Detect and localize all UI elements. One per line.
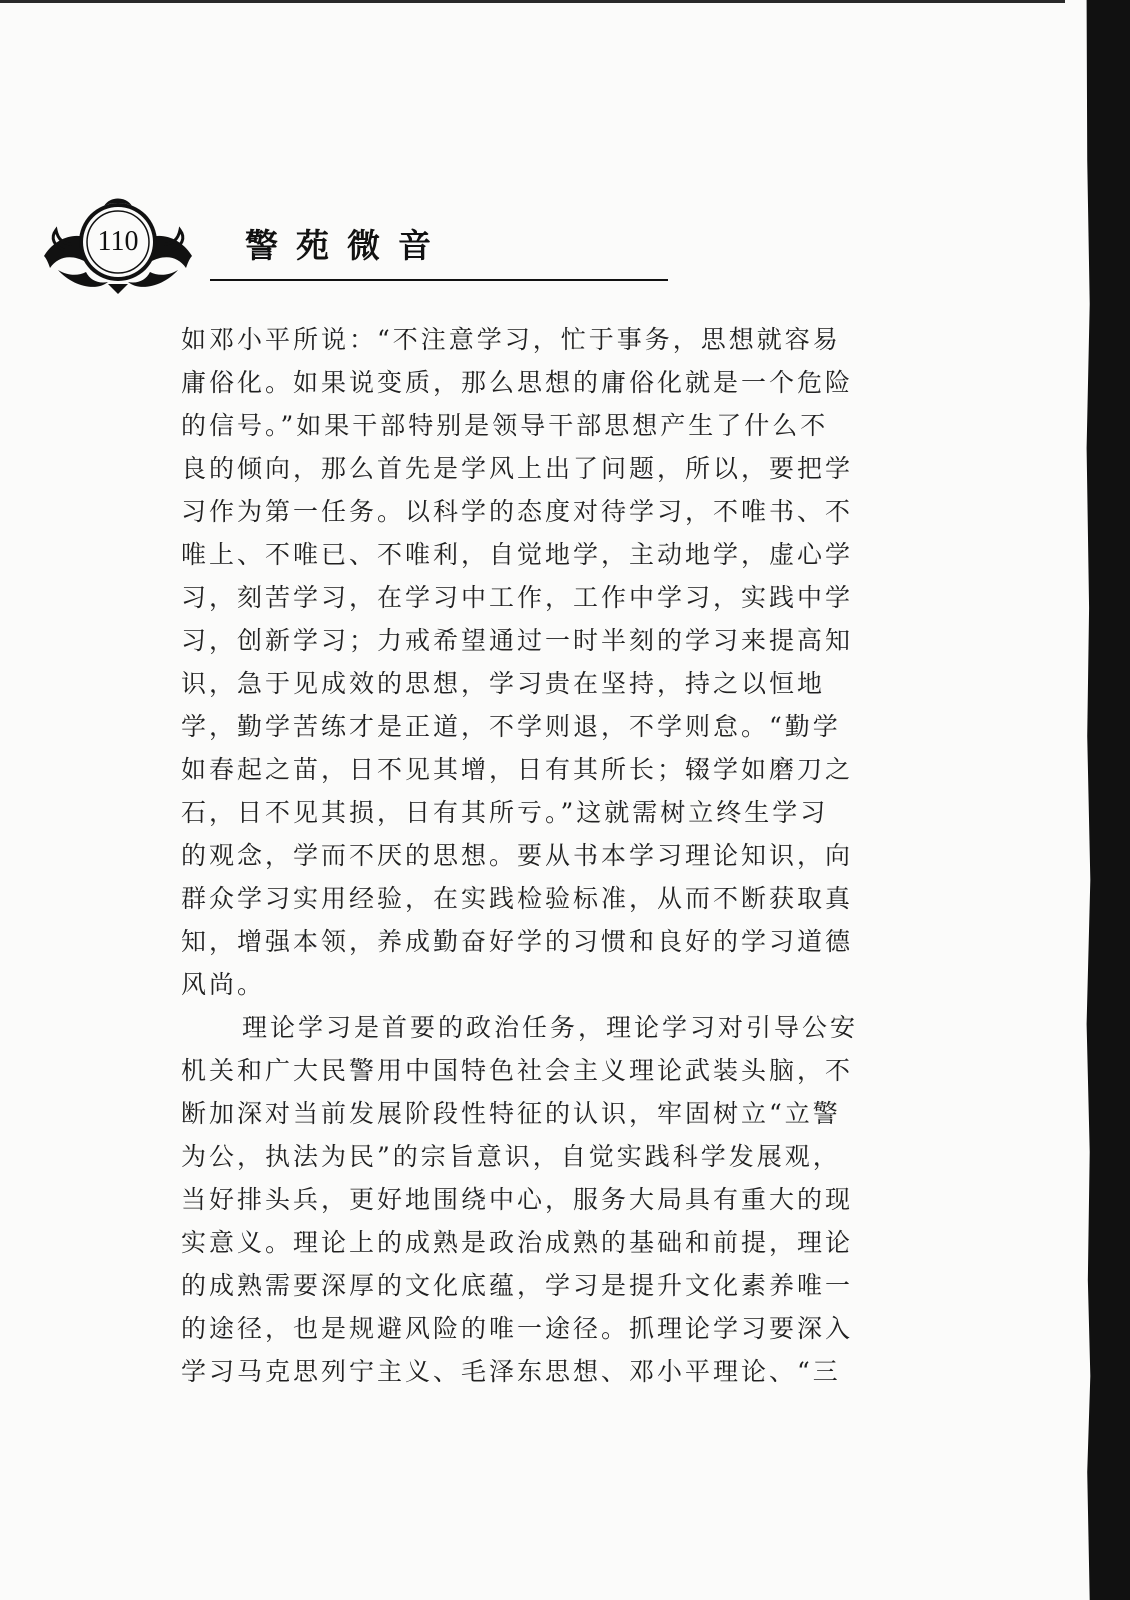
body-line: 理论学习是首要的政治任务，理论学习对引导公安	[242, 1013, 859, 1042]
body-line: 的观念，学而不厌的思想。要从书本学习理论知识，向	[181, 841, 854, 870]
body-line: 习，创新学习；力戒希望通过一时半刻的学习来提高知	[181, 626, 854, 655]
body-line: 的途径，也是规避风险的唯一途径。抓理论学习要深入	[181, 1314, 854, 1343]
body-line: 习，刻苦学习，在学习中工作，工作中学习，实践中学	[181, 583, 854, 612]
body-line: 唯上、不唯已、不唯利，自觉地学，主动地学，虚心学	[181, 540, 854, 569]
body-line: 断加深对当前发展阶段性特征的认识，牢固树立“立警	[181, 1099, 841, 1128]
body-line: 的成熟需要深厚的文化底蕴，学习是提升文化素养唯一	[181, 1271, 854, 1300]
page-number: 110	[97, 226, 139, 257]
body-line: 知，增强本领，养成勤奋好学的习惯和良好的学习道德	[181, 927, 854, 956]
body-line: 的信号。”如果干部特别是领导干部思想产生了什么不	[181, 411, 829, 440]
body-line: 学习马克思列宁主义、毛泽东思想、邓小平理论、“三	[181, 1357, 841, 1386]
body-line: 如春起之苗，日不见其增，日有其所长；辍学如磨刀之	[181, 755, 854, 784]
body-line: 机关和广大民警用中国特色社会主义理论武装头脑，不	[181, 1056, 854, 1085]
scan-right-edge	[1068, 0, 1130, 1600]
book-title: 警苑微音	[245, 226, 449, 265]
scan-top-edge	[0, 0, 1065, 3]
body-line: 为公，执法为民”的宗旨意识，自觉实践科学发展观，	[181, 1142, 841, 1171]
body-line: 庸俗化。如果说变质，那么思想的庸俗化就是一个危险	[181, 368, 854, 397]
body-line: 实意义。理论上的成熟是政治成熟的基础和前提，理论	[181, 1228, 854, 1257]
header-rule	[210, 279, 668, 281]
body-line: 识，急于见成效的思想，学习贵在坚持，持之以恒地	[181, 669, 826, 698]
body-line: 群众学习实用经验，在实践检验标准，从而不断获取真	[181, 884, 854, 913]
body-line: 学，勤学苦练才是正道，不学则退，不学则怠。“勤学	[181, 712, 841, 741]
body-line: 如邓小平所说：“不注意学习，忙于事务，思想就容易	[181, 325, 841, 354]
body-line: 良的倾向，那么首先是学风上出了问题，所以，要把学	[181, 454, 854, 483]
body-text	[181, 318, 901, 1393]
body-line: 石，日不见其损，日有其所亏。”这就需树立终生学习	[181, 798, 829, 827]
body-line: 当好排头兵，更好地围绕中心，服务大局具有重大的现	[181, 1185, 854, 1214]
body-line: 习作为第一任务。以科学的态度对待学习，不唯书、不	[181, 497, 854, 526]
body-line: 风尚。	[181, 970, 266, 999]
